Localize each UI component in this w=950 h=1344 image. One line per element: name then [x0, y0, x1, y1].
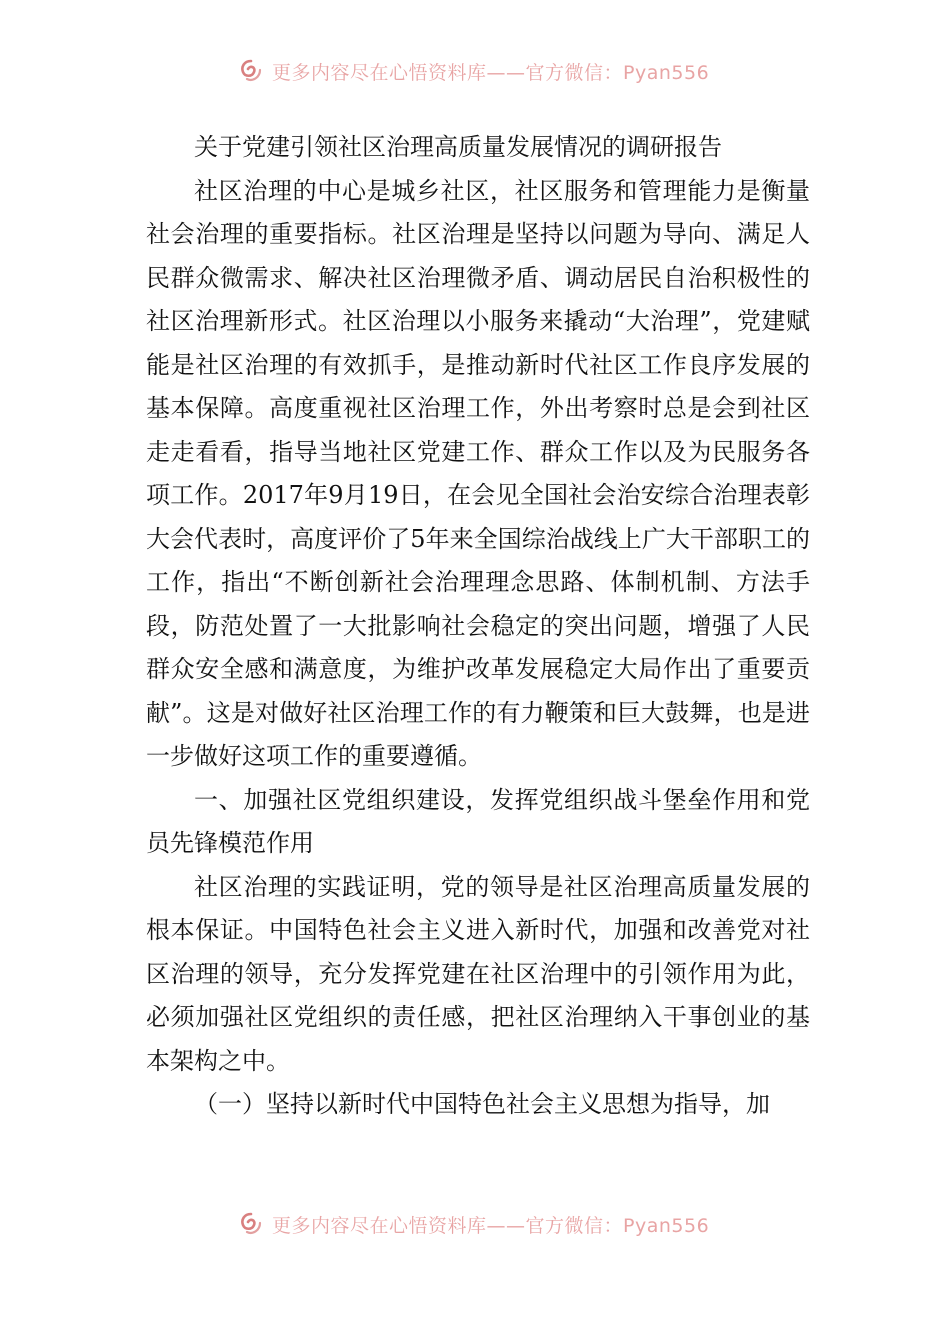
- swirl-logo-icon: [238, 58, 264, 84]
- subsection-heading: （一）坚持以新时代中国特色社会主义思想为指导，加: [194, 1090, 770, 1118]
- watermark-text: 更多内容尽在心悟资料库——官方微信：Pyan556: [272, 61, 710, 84]
- swirl-logo-icon: [238, 1211, 264, 1237]
- watermark-text: 更多内容尽在心悟资料库——官方微信：Pyan556: [272, 1214, 710, 1237]
- document-body: [146, 126, 810, 1127]
- paragraph: 社区治理的中心是城乡社区，社区服务和管理能力是衡量社会治理的重要指标。社区治理是坚持以问题为导向、满足人民群众微需求、解决社区治理微矛盾、调动居民自治积极性的社区治理新形式。社区治理以小服务来撬动“大治理”，党建赋能是社区治理的有效抓手，是推动新时代社区工作良序发展的基本保障。高度重视社区治理工作，外出考察时总是会到社区走走看看，指导当地社区党建工作、群众工作以及为民服务各项工作。2017年9月19日，在会见全国社会治安综合治理表彰大会代表时，高度评价了5年来全国综治战线上广大干部职工的工作，指出“不断创新社会治理理念思路、体制机制、方法手段，防范处置了一大批影响社会稳定的突出问题，增强了人民群众安全感和满意度，为维护改革发展稳定大局作出了重要贡献”。这是对做好社区治理工作的有力鞭策和巨大鼓舞，也是进一步做好这项工作的重要遵循。: [146, 176, 810, 770]
- section-heading: 一、加强社区党组织建设，发挥党组织战斗堡垒作用和党员先锋模范作用: [146, 785, 810, 857]
- footer-watermark-banner: [238, 1209, 718, 1239]
- header-watermark-banner: [238, 56, 718, 86]
- paragraph: 社区治理的实践证明，党的领导是社区治理高质量发展的根本保证。中国特色社会主义进入新时代，加强和改善党对社区治理的领导，充分发挥党建在社区治理中的引领作用为此，必须加强社区党组织的责任感，把社区治理纳入干事创业的基本架构之中。: [146, 872, 810, 1075]
- document-title: 关于党建引领社区治理高质量发展情况的调研报告: [194, 133, 722, 161]
